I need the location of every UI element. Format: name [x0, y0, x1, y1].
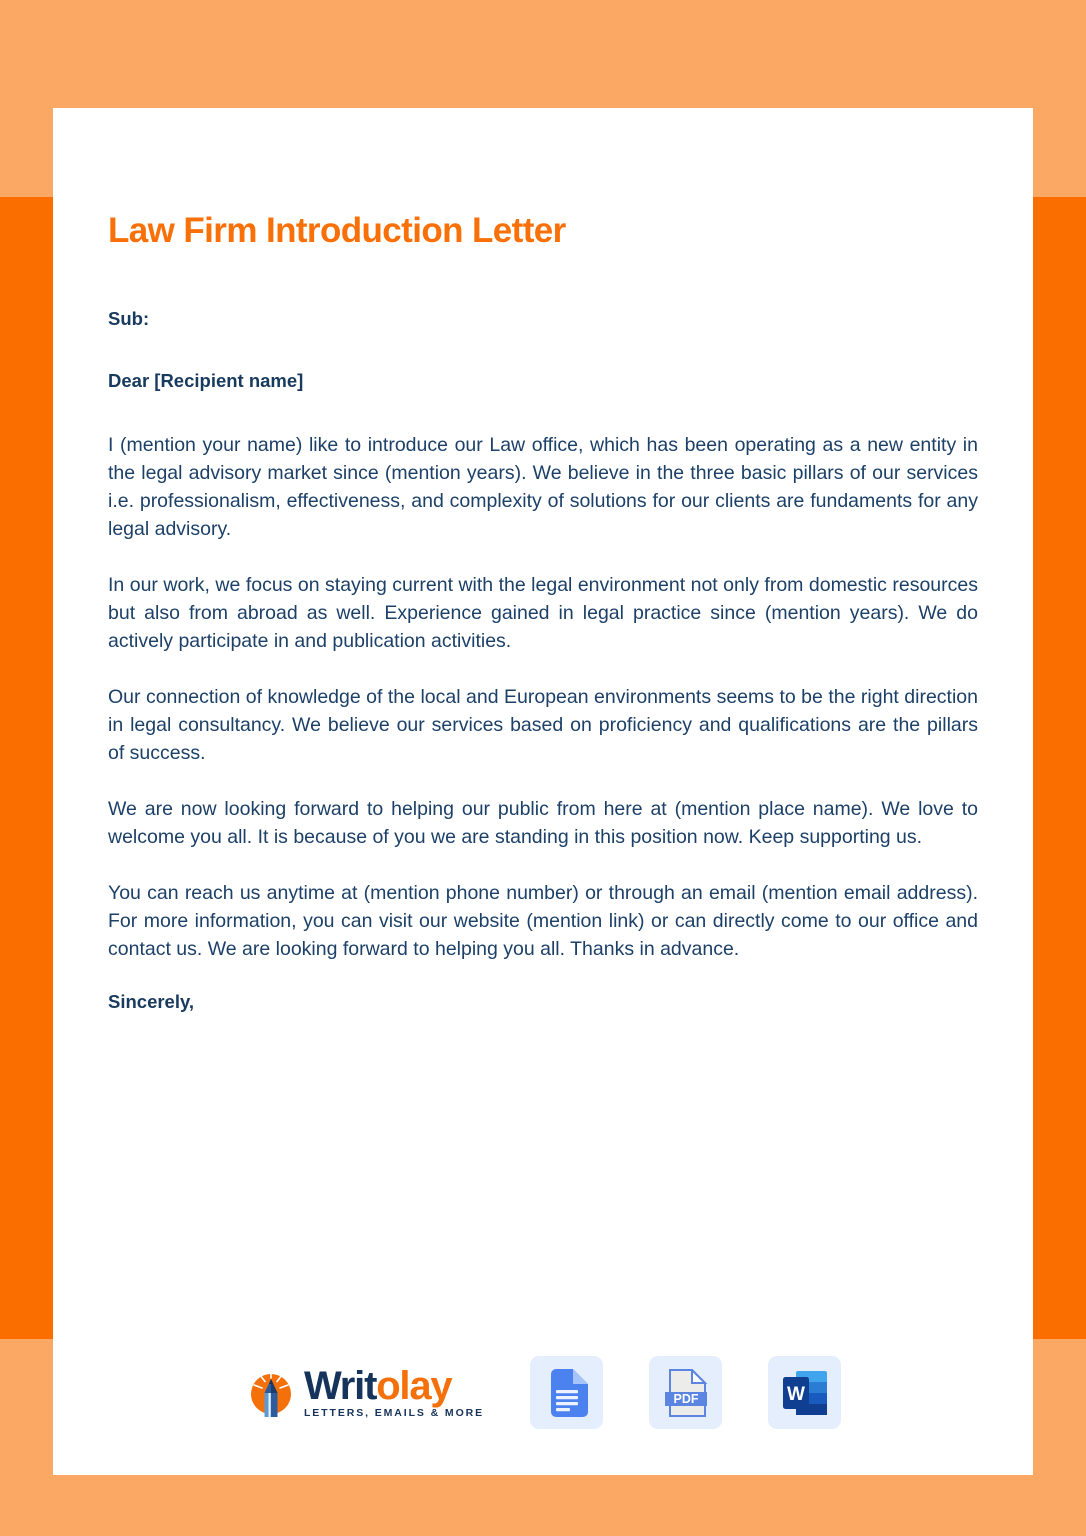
word-label: W — [786, 1383, 805, 1405]
logo-tagline: LETTERS, EMAILS & MORE — [303, 1407, 485, 1420]
pdf-file-icon — [664, 1369, 708, 1417]
closing-line: Sincerely, — [108, 990, 195, 1012]
body-paragraph: You can reach us anytime at (mention phone number) or through an email (mention email address). For more information, you can visit our website (mention link) or can directly come to our office and contact us. We are looking forward to helping you all. Thanks in advance. — [108, 881, 978, 960]
salutation-line: Dear [Recipient name] — [108, 369, 304, 391]
letter-content — [108, 212, 978, 1013]
letter-sheet — [53, 108, 1033, 1475]
logo-word — [303, 1364, 484, 1409]
pdf-label: PDF — [673, 1391, 699, 1406]
body-paragraph: Our connection of knowledge of the local and European environments seems to be the right direction in legal consultancy. We believe our services based on proficiency and qualifications are the pillars of success. — [108, 685, 978, 764]
pencil-in-circle-icon — [245, 1367, 297, 1419]
subject-line: Sub: — [108, 307, 150, 329]
body-paragraph: In our work, we focus on staying current with the legal environment not only from domestic resources but also from abroad as well. Experience gained in legal practice since (mention years). We do actively participate in and publication activities. — [108, 573, 978, 652]
writolay-logo — [245, 1366, 484, 1419]
footer — [53, 1356, 1033, 1429]
body-paragraph: We are now looking forward to helping our public from here at (mention place name). We love to welcome you all. It is because of you we are standing in this position now. Keep supporting us. — [108, 797, 978, 848]
download-pdf-button[interactable] — [649, 1356, 722, 1429]
microsoft-word-icon — [782, 1369, 828, 1417]
download-google-docs-button[interactable] — [530, 1356, 603, 1429]
logo-wordmark — [304, 1366, 484, 1419]
download-word-button[interactable] — [768, 1356, 841, 1429]
body-paragraph: I (mention your name) like to introduce our Law office, which has been operating as a new entity in the legal advisory market since (mention years). We believe in the three basic pillars of our services i.e. professionalism, effectiveness, and complexity of solutions for our clients are fundaments for any legal advisory. — [108, 433, 978, 540]
google-docs-icon — [546, 1369, 588, 1417]
page-title: Law Firm Introduction Letter — [108, 211, 566, 250]
logo-word-accent: olay — [376, 1364, 452, 1409]
logo-word-primary: Writ — [303, 1364, 377, 1409]
